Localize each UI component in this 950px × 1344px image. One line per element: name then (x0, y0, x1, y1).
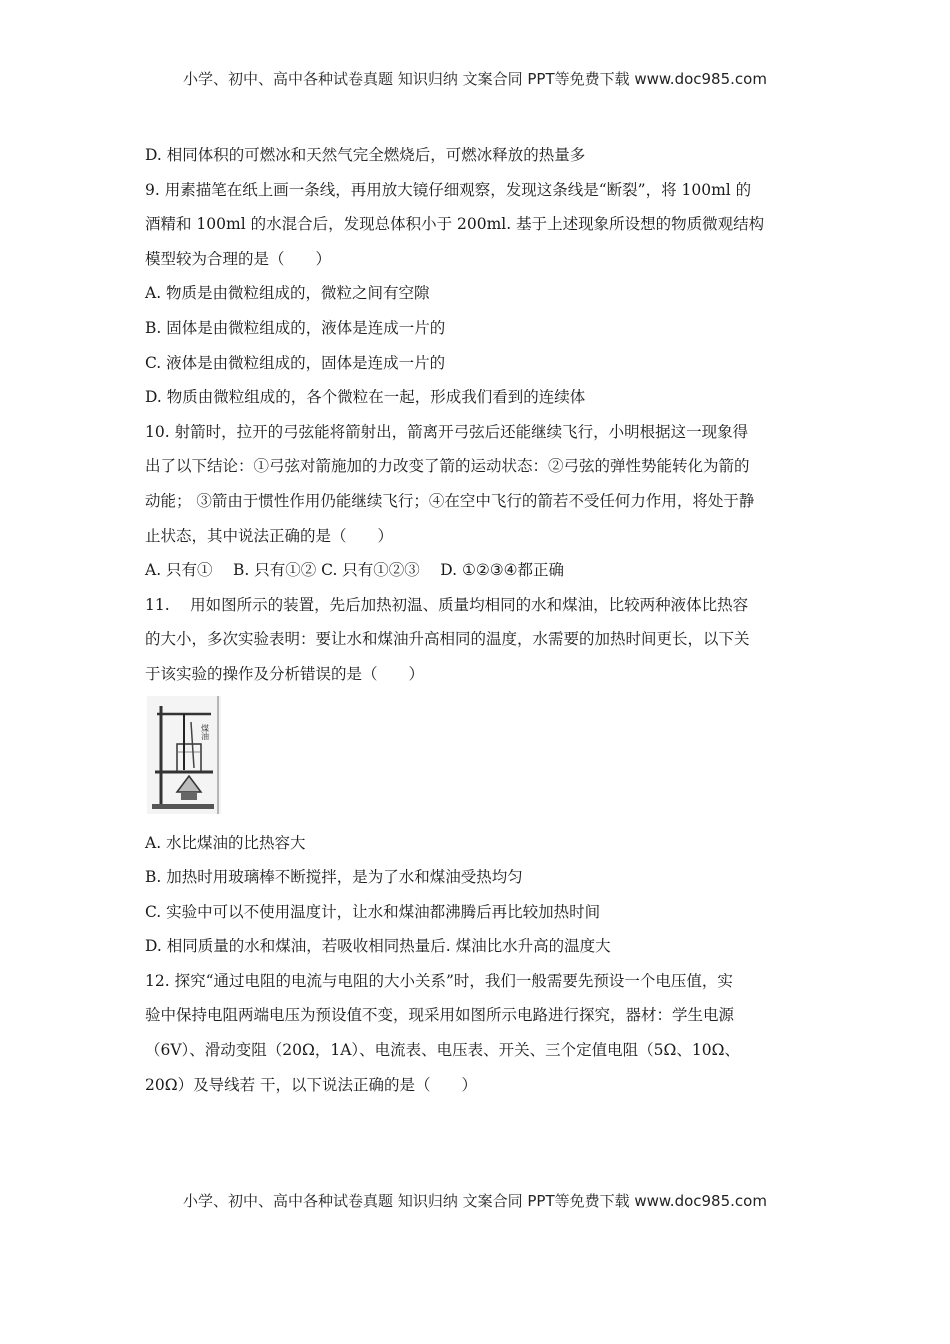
q9-stem-line-3: 模型较为合理的是（ ） (145, 249, 332, 268)
q11-option-c: C. 实验中可以不使用温度计，让水和煤油都沸腾后再比较加热时间 (145, 902, 601, 921)
apparatus-drawing (147, 696, 221, 814)
q11-option-d: D. 相同质量的水和煤油，若吸收相同热量后. 煤油比水升高的温度大 (145, 937, 611, 956)
q12-stem-line-3: （6V）、滑动变阻（20Ω，1A）、电流表、电压表、开关、三个定值电阻（5Ω、10Ω、 (145, 1041, 740, 1060)
exam-content (145, 138, 835, 1102)
q9-option-d: D. 物质由微粒组成的，各个微粒在一起，形成我们看到的连续体 (145, 388, 586, 407)
q11-option-b: B. 加热时用玻璃棒不断搅拌，是为了水和煤油受热均匀 (145, 868, 523, 887)
q12-stem-line-4: 20Ω）及导线若 干，以下说法正确的是（ ） (145, 1075, 478, 1094)
q10-stem-line-2: 出了以下结论：①弓弦对箭施加的力改变了箭的运动状态：②弓弦的弹性势能转化为箭的 (145, 457, 750, 476)
q11-stem-line-1: 11. 用如图所示的装置，先后加热初温、质量均相同的水和煤油，比较两种液体比热容 (145, 595, 749, 614)
q10-options: A. 只有① B. 只有①② C. 只有①②③ D. ①②③④都正确 (145, 561, 565, 580)
q9-stem-line-1: 9. 用素描笔在纸上画一条线，再用放大镜仔细观察，发现这条线是“断裂”，将 100ml 的 (145, 180, 752, 199)
q9-option-a: A. 物质是由微粒组成的，微粒之间有空隙 (145, 284, 430, 303)
q9-stem-line-2: 酒精和 100ml 的水混合后，发现总体积小于 200ml. 基于上述现象所设想的物质微观结构 (145, 215, 765, 234)
q11-option-a: A. 水比煤油的比热容大 (145, 833, 306, 852)
heating-apparatus-figure (147, 696, 221, 814)
q11-stem-line-2: 的大小，多次实验表明：要让水和煤油升高相同的温度，水需要的加热时间更长，以下关 (145, 630, 750, 649)
page-header: 小学、初中、高中各种试卷真题 知识归纳 文案合同 PPT等免费下载 www.doc985.com (183, 70, 767, 88)
q10-stem-line-3: 动能； ③箭由于惯性作用仍能继续飞行；④在空中飞行的箭若不受任何力作用，将处于静 (145, 491, 755, 510)
q8-option-d: D. 相同体积的可燃冰和天然气完全燃烧后，可燃冰释放的热量多 (145, 146, 586, 164)
q10-stem-line-4: 止状态，其中说法正确的是（ ） (145, 526, 394, 545)
kerosene-label: 煤油 (200, 723, 210, 740)
q12-stem-line-2: 验中保持电阻两端电压为预设值不变，现采用如图所示电路进行探究，器材：学生电源 (145, 1006, 735, 1025)
q11-stem-line-3: 于该实验的操作及分析错误的是（ ） (145, 664, 425, 683)
q12-stem-line-1: 12. 探究“通过电阻的电流与电阻的大小关系”时，我们一般需要先预设一个电压值，实 (145, 971, 733, 990)
q9-option-b: B. 固体是由微粒组成的，液体是连成一片的 (145, 318, 446, 337)
page-footer: 小学、初中、高中各种试卷真题 知识归纳 文案合同 PPT等免费下载 www.doc985.com (183, 1192, 767, 1210)
q10-stem-line-1: 10. 射箭时，拉开的弓弦能将箭射出，箭离开弓弦后还能继续飞行，小明根据这一现象得 (145, 422, 749, 441)
q9-option-c: C. 液体是由微粒组成的，固体是连成一片的 (145, 353, 446, 372)
